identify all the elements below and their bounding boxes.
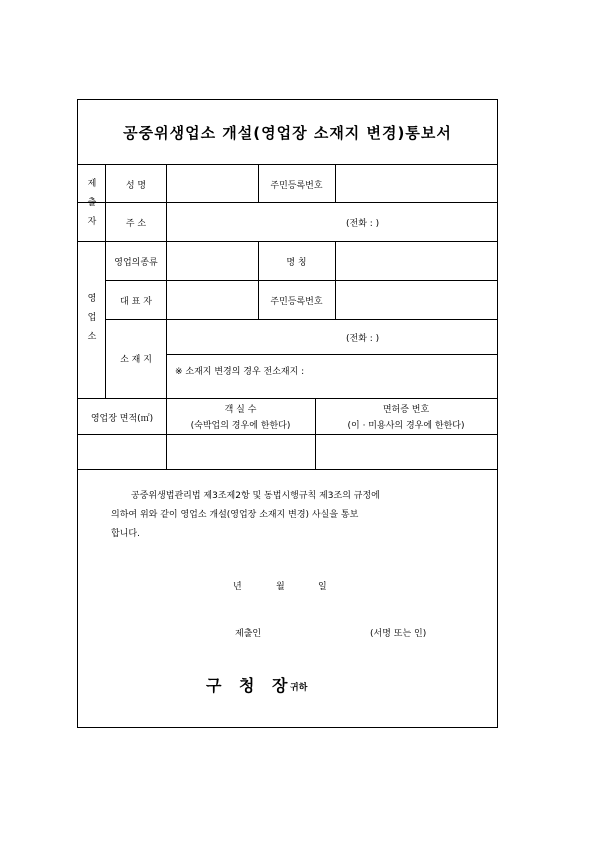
representative-label: 대 표 자 (120, 297, 152, 307)
row-divider (78, 202, 497, 203)
submitter-phone-text[interactable]: (전화 : ) (346, 219, 380, 229)
submitter-name-field[interactable] (168, 165, 256, 201)
trade-name-label: 명 칭 (286, 258, 307, 268)
rooms-label: 객 실 수 (224, 405, 257, 415)
col-divider (166, 164, 167, 398)
row-divider (78, 241, 497, 242)
form-title: 공중위생업소 개설(영업장 소재지 변경)통보서 (78, 100, 497, 165)
license-note: (이 · 미용사의 경우에 한한다) (347, 421, 465, 431)
submitter-id-field[interactable] (337, 165, 495, 201)
submitter-address-label: 주 소 (125, 219, 147, 229)
col-divider (258, 241, 259, 319)
location-label: 소 재 지 (120, 355, 152, 365)
area-label: 영업장 면적(㎡) (90, 414, 154, 424)
row-divider (105, 280, 497, 281)
row-divider (78, 469, 497, 470)
addressee-honorific: 귀하 (290, 683, 308, 693)
rooms-note: (숙박업의 경우에 한한다) (190, 421, 291, 431)
statement-line-2: 의하여 위와 같이 영업소 개설(영업장 소재지 변경) 사실을 통보 (111, 510, 359, 520)
business-type-label: 영업의종류 (114, 258, 158, 268)
date-year: 년 (233, 582, 242, 592)
submitter-group-label: 제 출 자 (87, 179, 97, 227)
submitter-name-label: 성 명 (125, 181, 147, 191)
notification-form (77, 99, 498, 728)
row-divider (166, 354, 497, 355)
business-group-label: 영 업 소 (87, 294, 97, 342)
row-divider (78, 434, 497, 435)
submitter-id-label: 주민등록번호 (270, 181, 323, 191)
date-month: 월 (276, 582, 285, 592)
row-divider (105, 319, 497, 320)
statement-line-3: 합니다. (111, 529, 140, 539)
row-divider (78, 398, 497, 399)
business-phone-text[interactable]: (전화 : ) (346, 334, 380, 344)
date-day: 일 (318, 582, 327, 592)
col-divider (335, 241, 336, 319)
statement-line-1: 공중위생법관리법 제3조제2항 및 동법시행규칙 제3조의 규정에 (131, 491, 380, 501)
col-divider (335, 164, 336, 202)
prev-location-note: ※ 소재지 변경의 경우 전소재지 : (175, 367, 305, 377)
license-label: 면허증 번호 (382, 405, 430, 415)
representative-id-label: 주민등록번호 (270, 297, 323, 307)
submitter-signature-label: 제출인 (235, 629, 262, 639)
district-chief: 구 청 장 (206, 676, 294, 695)
signature-note: (서명 또는 인) (370, 629, 427, 639)
